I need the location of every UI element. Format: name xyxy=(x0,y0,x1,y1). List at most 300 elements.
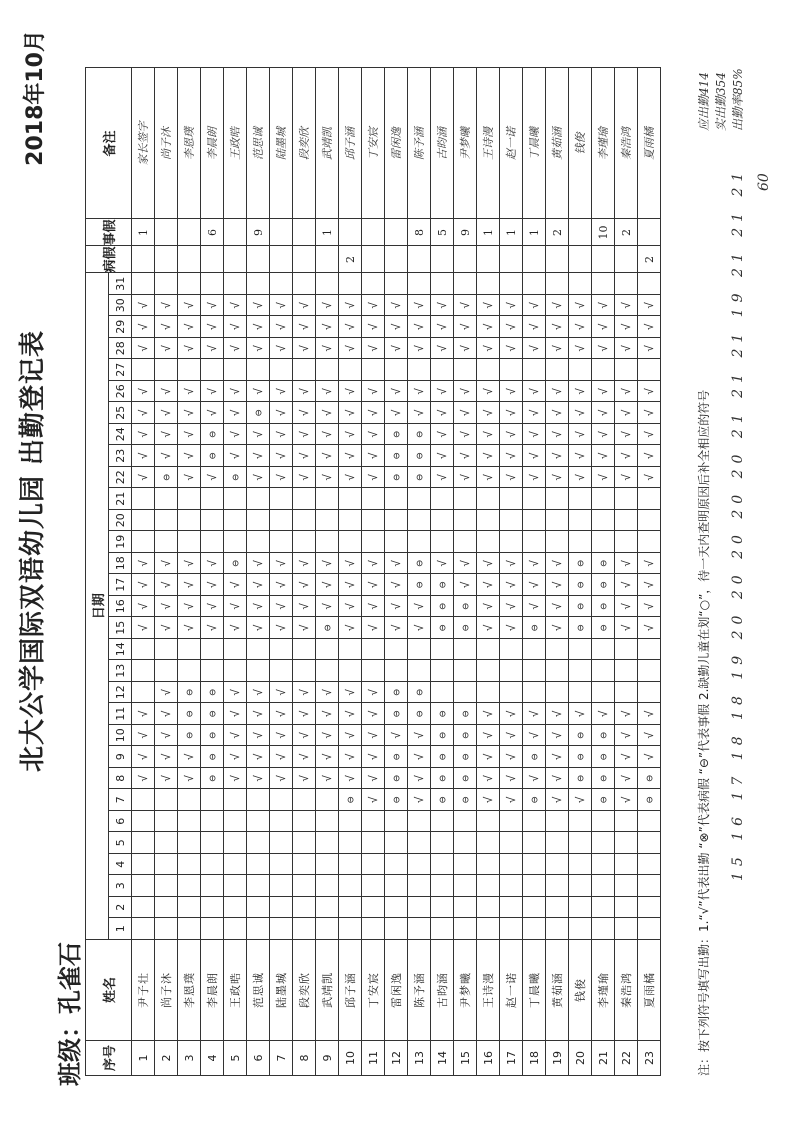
attendance-cell: √ xyxy=(178,295,201,317)
attendance-cell: √ xyxy=(569,295,592,317)
attendance-cell xyxy=(132,832,155,854)
attendance-cell: √ xyxy=(615,596,638,618)
attendance-cell: √ xyxy=(408,725,431,747)
attendance-cell xyxy=(638,660,661,682)
attendance-cell xyxy=(477,875,500,897)
personal-leave-count xyxy=(385,219,408,246)
personal-leave-count xyxy=(155,219,178,246)
attendance-cell xyxy=(224,639,247,661)
daily-totals: 15 16 17 18 18 19 20 20 20 20 20 21 21 21 19 21 21 21 xyxy=(730,166,746,881)
attendance-cell xyxy=(546,897,569,919)
attendance-cell: √ xyxy=(270,596,293,618)
attendance-cell xyxy=(362,897,385,919)
attendance-cell: ⊖ xyxy=(592,596,615,618)
day-header-22: 22 xyxy=(109,467,132,489)
attendance-cell xyxy=(178,832,201,854)
attendance-cell: √ xyxy=(339,424,362,446)
attendance-cell xyxy=(293,854,316,876)
attendance-cell: ⊖ xyxy=(408,467,431,489)
attendance-cell: √ xyxy=(132,316,155,338)
student-seq: 6 xyxy=(247,1041,270,1076)
sick-leave-count xyxy=(454,246,477,273)
attendance-cell xyxy=(201,359,224,381)
attendance-cell: √ xyxy=(155,553,178,575)
attendance-cell: √ xyxy=(224,596,247,618)
attendance-cell xyxy=(592,918,615,940)
attendance-cell: √ xyxy=(362,789,385,811)
attendance-cell: √ xyxy=(615,316,638,338)
attendance-cell xyxy=(454,854,477,876)
attendance-cell: √ xyxy=(339,445,362,467)
attendance-cell: √ xyxy=(132,424,155,446)
personal-leave-count xyxy=(224,219,247,246)
day-header-29: 29 xyxy=(109,316,132,338)
attendance-cell: √ xyxy=(500,725,523,747)
signature-note: 王诗漫 xyxy=(477,68,500,219)
attendance-cell xyxy=(546,639,569,661)
attendance-cell: √ xyxy=(247,596,270,618)
student-name: 李瑾瑜 xyxy=(592,940,615,1041)
attendance-cell xyxy=(500,811,523,833)
day-header-11: 11 xyxy=(109,703,132,725)
attendance-cell: √ xyxy=(293,725,316,747)
attendance-cell: √ xyxy=(615,467,638,489)
attendance-cell xyxy=(454,660,477,682)
attendance-cell xyxy=(224,897,247,919)
attendance-cell: √ xyxy=(500,338,523,360)
attendance-cell xyxy=(132,918,155,940)
attendance-cell: ⊖ xyxy=(431,617,454,639)
attendance-cell: ⊖ xyxy=(592,768,615,790)
attendance-cell: √ xyxy=(155,445,178,467)
attendance-cell: ⊖ xyxy=(592,746,615,768)
attendance-cell: √ xyxy=(408,338,431,360)
attendance-cell: √ xyxy=(385,725,408,747)
attendance-cell: √ xyxy=(477,467,500,489)
attendance-cell: √ xyxy=(316,424,339,446)
attendance-cell xyxy=(132,854,155,876)
attendance-cell xyxy=(385,531,408,553)
sick-leave-count xyxy=(201,246,224,273)
attendance-cell xyxy=(270,488,293,510)
attendance-cell xyxy=(592,273,615,295)
attendance-cell xyxy=(339,510,362,532)
attendance-cell: ⊖ xyxy=(431,746,454,768)
attendance-cell xyxy=(132,488,155,510)
attendance-cell xyxy=(500,832,523,854)
attendance-cell: √ xyxy=(431,467,454,489)
attendance-cell: √ xyxy=(523,725,546,747)
day-header-30: 30 xyxy=(109,295,132,317)
attendance-cell xyxy=(592,639,615,661)
attendance-cell: √ xyxy=(569,424,592,446)
student-name: 钱俊 xyxy=(569,940,592,1041)
attendance-cell: √ xyxy=(546,703,569,725)
attendance-cell: √ xyxy=(247,424,270,446)
student-name: 尹子壮 xyxy=(132,940,155,1041)
attendance-cell: √ xyxy=(454,424,477,446)
attendance-cell xyxy=(270,531,293,553)
attendance-cell xyxy=(408,897,431,919)
attendance-cell: √ xyxy=(155,295,178,317)
personal-leave-count: 1 xyxy=(500,219,523,246)
attendance-cell xyxy=(569,918,592,940)
attendance-cell: √ xyxy=(316,467,339,489)
sick-leave-count xyxy=(224,246,247,273)
attendance-cell: ⊖ xyxy=(385,746,408,768)
attendance-cell xyxy=(155,359,178,381)
day-header-2: 2 xyxy=(109,897,132,919)
attendance-cell: √ xyxy=(546,746,569,768)
attendance-cell xyxy=(408,918,431,940)
attendance-cell xyxy=(454,897,477,919)
attendance-cell: √ xyxy=(408,381,431,403)
attendance-cell: √ xyxy=(592,445,615,467)
attendance-cell xyxy=(316,897,339,919)
attendance-cell: ⊖ xyxy=(523,746,546,768)
attendance-cell xyxy=(178,359,201,381)
attendance-cell: ⊖ xyxy=(385,467,408,489)
day-header-31: 31 xyxy=(109,273,132,295)
attendance-cell: √ xyxy=(569,402,592,424)
attendance-cell: √ xyxy=(132,617,155,639)
signature-note: 陈予涵 xyxy=(408,68,431,219)
attendance-cell xyxy=(339,488,362,510)
attendance-cell: √ xyxy=(201,596,224,618)
attendance-cell xyxy=(454,359,477,381)
signature-note: 雷闲逸 xyxy=(385,68,408,219)
attendance-cell: √ xyxy=(546,789,569,811)
attendance-cell xyxy=(385,854,408,876)
attendance-cell: √ xyxy=(178,316,201,338)
attendance-cell xyxy=(638,531,661,553)
attendance-cell: √ xyxy=(615,338,638,360)
signature-note: 武靖凯 xyxy=(316,68,339,219)
attendance-cell: √ xyxy=(224,338,247,360)
attendance-cell: √ xyxy=(178,596,201,618)
attendance-cell: √ xyxy=(431,445,454,467)
attendance-cell: √ xyxy=(178,617,201,639)
attendance-cell: √ xyxy=(546,316,569,338)
note-header: 备注 xyxy=(86,68,132,219)
attendance-cell xyxy=(316,811,339,833)
month-label: 2018年10月 xyxy=(23,30,48,166)
attendance-cell xyxy=(454,918,477,940)
attendance-cell xyxy=(155,832,178,854)
attendance-cell: √ xyxy=(454,445,477,467)
attendance-cell: √ xyxy=(247,703,270,725)
attendance-cell xyxy=(339,875,362,897)
attendance-cell: √ xyxy=(201,338,224,360)
attendance-cell: √ xyxy=(546,768,569,790)
attendance-cell: √ xyxy=(247,381,270,403)
attendance-cell: ⊖ xyxy=(592,574,615,596)
attendance-cell: √ xyxy=(362,617,385,639)
attendance-cell: √ xyxy=(293,703,316,725)
attendance-cell: ⊖ xyxy=(224,553,247,575)
attendance-cell: √ xyxy=(293,553,316,575)
attendance-cell: √ xyxy=(500,746,523,768)
attendance-cell xyxy=(592,660,615,682)
attendance-cell xyxy=(546,875,569,897)
attendance-cell: √ xyxy=(638,402,661,424)
attendance-cell xyxy=(224,875,247,897)
attendance-cell: √ xyxy=(362,424,385,446)
attendance-cell: √ xyxy=(247,467,270,489)
student-seq: 23 xyxy=(638,1041,661,1076)
personal-leave-count: 2 xyxy=(615,219,638,246)
attendance-cell xyxy=(569,832,592,854)
attendance-cell: √ xyxy=(477,703,500,725)
attendance-cell: √ xyxy=(224,402,247,424)
attendance-cell: √ xyxy=(270,424,293,446)
attendance-cell: √ xyxy=(569,338,592,360)
attendance-cell xyxy=(408,510,431,532)
attendance-cell: ⊖ xyxy=(201,445,224,467)
attendance-cell: √ xyxy=(431,402,454,424)
attendance-cell xyxy=(523,811,546,833)
attendance-cell xyxy=(615,660,638,682)
attendance-cell xyxy=(385,488,408,510)
attendance-cell xyxy=(155,897,178,919)
personal-leave-count: 1 xyxy=(477,219,500,246)
attendance-cell: √ xyxy=(546,445,569,467)
attendance-cell xyxy=(247,897,270,919)
table-row xyxy=(569,68,592,1076)
attendance-cell: √ xyxy=(523,402,546,424)
attendance-cell: √ xyxy=(385,316,408,338)
attendance-cell: √ xyxy=(316,295,339,317)
attendance-cell xyxy=(615,682,638,704)
attendance-cell: √ xyxy=(293,316,316,338)
attendance-cell: √ xyxy=(155,381,178,403)
attendance-cell xyxy=(339,918,362,940)
attendance-cell: √ xyxy=(339,553,362,575)
attendance-cell: √ xyxy=(569,703,592,725)
attendance-cell: √ xyxy=(339,402,362,424)
attendance-cell xyxy=(247,854,270,876)
attendance-cell: √ xyxy=(178,574,201,596)
attendance-cell: √ xyxy=(500,553,523,575)
attendance-cell: √ xyxy=(408,617,431,639)
table-row xyxy=(592,68,615,1076)
attendance-cell: ⊖ xyxy=(408,574,431,596)
attendance-cell xyxy=(293,639,316,661)
attendance-cell xyxy=(638,359,661,381)
attendance-cell xyxy=(546,510,569,532)
attendance-cell: ⊖ xyxy=(408,682,431,704)
attendance-cell xyxy=(178,789,201,811)
student-seq: 11 xyxy=(362,1041,385,1076)
name-header: 姓名 xyxy=(86,940,132,1041)
attendance-cell xyxy=(201,660,224,682)
attendance-cell xyxy=(569,660,592,682)
attendance-cell: ⊖ xyxy=(454,746,477,768)
table-row xyxy=(454,68,477,1076)
attendance-cell xyxy=(132,660,155,682)
attendance-cell xyxy=(316,832,339,854)
attendance-cell xyxy=(339,854,362,876)
table-row xyxy=(385,68,408,1076)
attendance-cell xyxy=(454,875,477,897)
day-header-7: 7 xyxy=(109,789,132,811)
sick-leave-count: 2 xyxy=(339,246,362,273)
attendance-cell: √ xyxy=(638,746,661,768)
attendance-cell: √ xyxy=(615,617,638,639)
attendance-cell xyxy=(431,682,454,704)
attendance-cell xyxy=(454,510,477,532)
attendance-cell: √ xyxy=(477,596,500,618)
attendance-cell xyxy=(293,359,316,381)
attendance-cell: √ xyxy=(454,316,477,338)
attendance-cell xyxy=(523,854,546,876)
attendance-cell: ⊖ xyxy=(569,725,592,747)
student-name: 邱子涵 xyxy=(339,940,362,1041)
attendance-cell: √ xyxy=(546,617,569,639)
attendance-cell: ⊖ xyxy=(408,424,431,446)
attendance-cell xyxy=(178,918,201,940)
attendance-cell xyxy=(155,854,178,876)
personal-leave-count xyxy=(362,219,385,246)
attendance-cell: ⊖ xyxy=(339,789,362,811)
signature-note: 尚子沐 xyxy=(155,68,178,219)
table-row xyxy=(477,68,500,1076)
attendance-cell: √ xyxy=(132,553,155,575)
attendance-cell xyxy=(477,359,500,381)
attendance-cell xyxy=(362,488,385,510)
attendance-cell xyxy=(592,359,615,381)
attendance-cell xyxy=(132,273,155,295)
attendance-cell xyxy=(431,359,454,381)
attendance-cell xyxy=(500,531,523,553)
attendance-cell: √ xyxy=(362,402,385,424)
attendance-cell: √ xyxy=(477,295,500,317)
attendance-cell xyxy=(293,660,316,682)
attendance-cell: √ xyxy=(293,295,316,317)
attendance-cell: √ xyxy=(270,295,293,317)
attendance-cell: √ xyxy=(615,295,638,317)
attendance-cell: √ xyxy=(546,424,569,446)
header-row-1 xyxy=(86,68,109,1076)
attendance-cell xyxy=(408,639,431,661)
attendance-cell xyxy=(316,918,339,940)
attendance-cell: √ xyxy=(316,402,339,424)
attendance-cell xyxy=(247,789,270,811)
signature-note: 尹梦曦 xyxy=(454,68,477,219)
attendance-cell: √ xyxy=(569,467,592,489)
table-row xyxy=(224,68,247,1076)
table-row xyxy=(362,68,385,1076)
attendance-cell: √ xyxy=(178,381,201,403)
day-header-8: 8 xyxy=(109,768,132,790)
attendance-cell xyxy=(201,488,224,510)
attendance-cell xyxy=(592,510,615,532)
table-row xyxy=(132,68,155,1076)
attendance-cell: √ xyxy=(316,746,339,768)
attendance-cell: √ xyxy=(546,338,569,360)
attendance-cell: √ xyxy=(523,316,546,338)
attendance-cell xyxy=(431,918,454,940)
attendance-cell xyxy=(247,531,270,553)
attendance-cell: √ xyxy=(316,338,339,360)
attendance-cell xyxy=(454,811,477,833)
student-seq: 20 xyxy=(569,1041,592,1076)
day-header-6: 6 xyxy=(109,811,132,833)
attendance-cell: ⊖ xyxy=(408,445,431,467)
personal-leave-count: 6 xyxy=(201,219,224,246)
attendance-cell xyxy=(270,854,293,876)
attendance-cell: ⊖ xyxy=(569,617,592,639)
attendance-cell xyxy=(339,273,362,295)
attendance-cell: √ xyxy=(339,574,362,596)
student-seq: 3 xyxy=(178,1041,201,1076)
attendance-cell: √ xyxy=(132,574,155,596)
attendance-cell xyxy=(500,359,523,381)
attendance-cell: √ xyxy=(385,381,408,403)
attendance-cell xyxy=(638,273,661,295)
attendance-cell xyxy=(201,832,224,854)
day-header-15: 15 xyxy=(109,617,132,639)
attendance-cell: ⊖ xyxy=(454,768,477,790)
attendance-cell xyxy=(270,660,293,682)
attendance-cell xyxy=(316,789,339,811)
attendance-cell xyxy=(247,918,270,940)
attendance-cell: √ xyxy=(247,725,270,747)
attendance-cell: √ xyxy=(523,445,546,467)
attendance-cell: √ xyxy=(615,746,638,768)
attendance-cell: √ xyxy=(362,682,385,704)
attendance-cell xyxy=(339,531,362,553)
sick-leave-count xyxy=(178,246,201,273)
attendance-cell: √ xyxy=(178,402,201,424)
attendance-cell xyxy=(155,273,178,295)
day-header-5: 5 xyxy=(109,832,132,854)
attendance-cell xyxy=(546,682,569,704)
day-header-24: 24 xyxy=(109,424,132,446)
attendance-cell xyxy=(477,531,500,553)
sick-leave-count xyxy=(477,246,500,273)
attendance-cell: ⊖ xyxy=(638,789,661,811)
attendance-cell: √ xyxy=(178,445,201,467)
table-row xyxy=(523,68,546,1076)
student-rows xyxy=(132,68,661,1076)
attendance-cell: √ xyxy=(224,295,247,317)
student-name: 王政晧 xyxy=(224,940,247,1041)
attendance-cell xyxy=(178,811,201,833)
attendance-cell xyxy=(293,510,316,532)
attendance-cell: ⊖ xyxy=(569,574,592,596)
attendance-cell xyxy=(454,639,477,661)
attendance-cell xyxy=(569,897,592,919)
attendance-cell xyxy=(477,832,500,854)
attendance-cell xyxy=(155,531,178,553)
attendance-cell xyxy=(316,531,339,553)
attendance-cell xyxy=(523,682,546,704)
attendance-cell xyxy=(615,854,638,876)
attendance-cell xyxy=(316,359,339,381)
attendance-summary xyxy=(696,68,747,131)
attendance-cell: √ xyxy=(454,381,477,403)
attendance-cell: √ xyxy=(523,768,546,790)
attendance-cell xyxy=(178,875,201,897)
attendance-cell xyxy=(408,660,431,682)
attendance-cell xyxy=(523,897,546,919)
attendance-cell: √ xyxy=(592,467,615,489)
student-name: 丁晨曦 xyxy=(523,940,546,1041)
attendance-cell xyxy=(523,832,546,854)
attendance-cell xyxy=(201,854,224,876)
attendance-cell xyxy=(408,875,431,897)
